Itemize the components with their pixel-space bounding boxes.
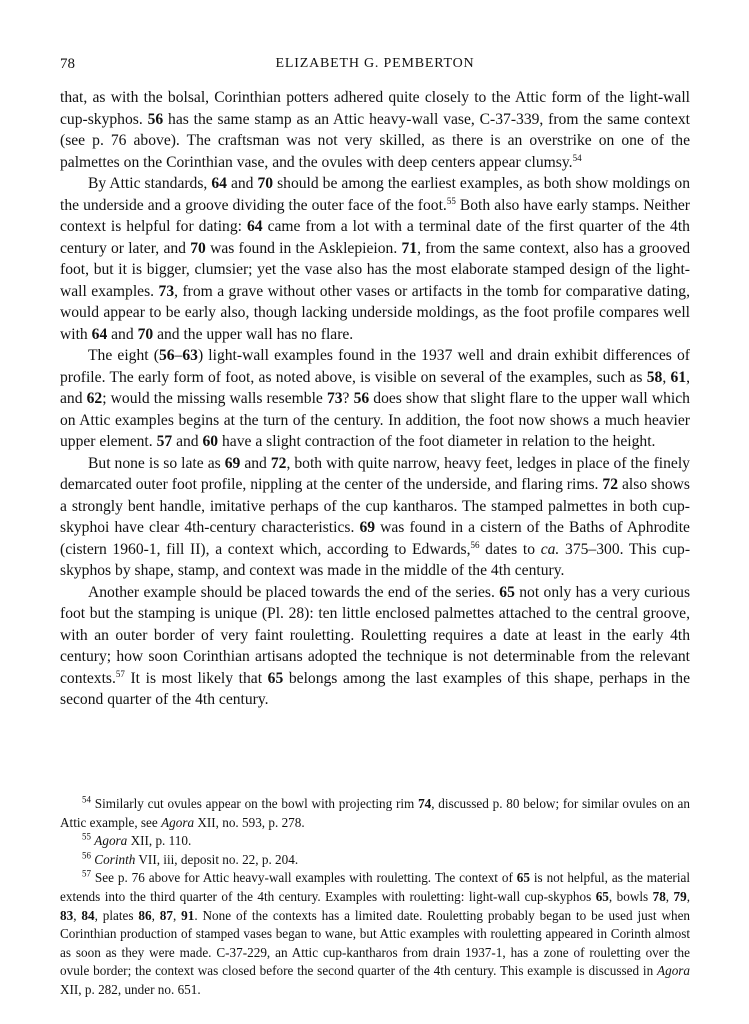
text: not only has a very curious foot but the stamping is unique (Pl. 28): ten little enclosed palmettes attached to the central groove, with an outer border of very faint rouletting. Rouletting requires a date at least in the early 4th century; how soon Corinthian artisans adopted the technique is not determinable from the relevant contexts. (60, 583, 691, 687)
text: dates to (485, 540, 536, 558)
page-number: 78 (60, 56, 75, 72)
text: Both also have early stamps. Neither context is helpful for dating: (60, 196, 691, 235)
footnote-number: 54 (82, 794, 91, 805)
text: XII, no. 593, p. 278. (197, 814, 305, 830)
text: , bowls (608, 888, 649, 904)
text: , both with quite narrow, heavy feet, ledges in place of the finely demarcated outer foot profile, nippling at the center of the underside, and flaring rims. (60, 454, 690, 493)
text: does show that slight flare to the upper wall which on Attic examples begins at the turn of the century. In addition, the foot now shows a much heavier upper element. (60, 390, 690, 450)
catalog-number: 78 (652, 888, 666, 904)
paragraph-5 (60, 582, 690, 711)
footnote-ref-54[interactable]: 54 (572, 152, 582, 163)
text: – (174, 347, 183, 364)
catalog-number: 87 (159, 907, 173, 923)
text: 375–300. This cup-skyphos by shape, stamp, and context was made in the middle of the 4th century. (60, 540, 691, 579)
text: , discussed p. 80 below; for similar ovules on an Attic example, see (60, 796, 690, 830)
catalog-number: 69 (359, 519, 376, 536)
catalog-number: 71 (401, 239, 418, 257)
text: The eight ( (88, 347, 159, 364)
page-header (60, 56, 690, 76)
catalog-number: 79 (673, 888, 687, 904)
catalog-number: 73 (326, 390, 343, 407)
paragraph-3 (60, 345, 690, 453)
text: was found in the Asklepieion. (210, 239, 398, 257)
text: have a slight contraction of the foot diameter in relation to the height. (222, 433, 656, 450)
catalog-number: 64 (91, 325, 108, 343)
text: , (686, 888, 691, 904)
catalog-number: 73 (158, 282, 175, 300)
text: , plates (94, 907, 134, 923)
catalog-number: 70 (137, 325, 154, 343)
text: and (111, 325, 134, 343)
footnote-55 (60, 832, 690, 851)
paragraph-4 (60, 453, 690, 582)
main-text (60, 87, 690, 711)
footnote-54 (60, 795, 690, 832)
text: , (662, 368, 667, 386)
text: Similarly cut ovules appear on the bowl with projecting rim (94, 796, 415, 811)
catalog-number: 74 (418, 796, 432, 811)
text: and (176, 433, 199, 450)
catalog-number: 65 (595, 888, 609, 904)
text: XII, p. 282, under no. 651. (60, 981, 201, 997)
catalog-number: 60 (202, 433, 219, 450)
text: ? (342, 390, 350, 407)
footnote-57 (60, 869, 690, 999)
text: , (665, 888, 670, 904)
catalog-number: 62 (86, 390, 103, 407)
text: But none is so late as (88, 454, 221, 472)
catalog-number: 63 (182, 347, 198, 364)
footnote-number: 57 (82, 868, 91, 879)
text: By Attic standards, (88, 175, 208, 192)
text: . None of the contexts has a limited date. Rouletting probably began to be used just when Corinthian production of stamped vases began to wane, but Attic examples with rouletting appeared in Corinth almost as soon as they were made. C-37-229, an Attic cup-kantharos from drain 1937-1, has a zone of rouletting over the ovule border; the context was closed before the second quarter of the 4th century. This example is discussed in (60, 907, 691, 979)
publication-title: Agora (94, 833, 128, 849)
catalog-number: 57 (156, 433, 173, 450)
text: should be among the earliest examples, as both show moldings on the underside and a groove dividing the outer face of the foot. (60, 175, 691, 214)
catalog-number: 56 (158, 347, 175, 364)
text: , (151, 907, 155, 923)
publication-title: Agora (657, 963, 691, 979)
catalog-number: 83 (60, 907, 74, 923)
footnotes (60, 795, 690, 1000)
text: It is most likely that (130, 669, 263, 687)
text: that, as with the bolsal, Corinthian potters adhered quite closely to the Attic form of the light-wall cup-skyphos. (60, 89, 690, 128)
footnote-number: 56 (82, 850, 91, 861)
catalog-number: 70 (257, 175, 274, 192)
catalog-number: 56 (147, 110, 164, 128)
text: has the same stamp as an Attic heavy-wall vase, C-37-339, from the same context (see p. 76 above). The craftsman was not very skilled, as there is an overstrike on one of the palmettes on the Corinthian vase, and the ovules with deep centers appear clumsy. (60, 110, 690, 171)
catalog-number: 64 (211, 175, 227, 192)
text: , (73, 907, 77, 923)
catalog-number: 72 (270, 454, 287, 472)
text: , from the same context, also has a grooved foot, but it is bigger, clumsier; yet the vase also has the most elaborate stamped design of the light-wall examples. (60, 239, 691, 300)
catalog-number: 65 (499, 583, 515, 601)
publication-title: Corinth (94, 851, 136, 867)
text: XII, p. 110. (130, 833, 192, 849)
text: See p. 76 above for Attic heavy-wall examples with rouletting. The context of (94, 870, 513, 886)
catalog-number: 69 (224, 454, 241, 472)
publication-title: Agora (161, 814, 195, 830)
catalog-number: 65 (516, 870, 530, 886)
catalog-number: 86 (138, 907, 152, 923)
footnote-ref-56[interactable]: 56 (470, 539, 480, 550)
paragraph-1 (60, 87, 690, 173)
catalog-number: 64 (246, 218, 263, 235)
catalog-number: 72 (602, 476, 618, 493)
catalog-number: 58 (646, 368, 663, 386)
catalog-number: 65 (267, 669, 284, 687)
catalog-number: 56 (353, 390, 370, 407)
abbreviation: ca. (540, 540, 560, 558)
footnote-ref-57[interactable]: 57 (115, 668, 125, 679)
catalog-number: 61 (670, 368, 687, 386)
text: and (244, 454, 267, 472)
text: and (230, 175, 254, 192)
catalog-number: 84 (81, 907, 95, 923)
text: and the upper wall has no flare. (157, 325, 354, 343)
footnote-ref-55[interactable]: 55 (446, 195, 456, 206)
paragraph-2 (60, 173, 690, 345)
text: , and (60, 368, 691, 407)
text: was found in a cistern of the Baths of Aphrodite (cistern 1960-1, fill II), a context which, according to Edwards, (60, 519, 690, 558)
text: , (172, 907, 177, 923)
text: VII, iii, deposit no. 22, p. 204. (138, 851, 299, 867)
text: also shows a strongly bent handle, imitative perhaps of the cup kantharos. The stamped palmettes in both cup-skyphoi have clear 4th-century characteristics. (60, 476, 690, 536)
catalog-number: 91 (181, 907, 195, 923)
running-head: ELIZABETH G. PEMBERTON (275, 56, 475, 71)
text: Another example should be placed towards the end of the series. (88, 583, 495, 601)
footnote-number: 55 (82, 831, 91, 842)
text: is not helpful, as the material extends into the third quarter of the 4th century. Examples with rouletting: light-wall cup-skyphos (60, 870, 690, 904)
text: ) light-wall examples found in the 1937 well and drain exhibit differences of profile. The early form of foot, as noted above, is visible on several of the examples, such as (60, 347, 691, 386)
text: came from a lot with a terminal date of the first quarter of the 4th century or later, and (60, 218, 690, 257)
text: , from a grave without other vases or artifacts in the tomb for comparative dating, would appear to be early also, though lacking underside moldings, as the foot profile compares well with (60, 282, 690, 343)
text: ; would the missing walls resemble (102, 390, 323, 407)
footnote-56 (60, 851, 690, 870)
text: belongs among the last examples of this shape, perhaps in the second quarter of the 4th century. (60, 669, 690, 708)
catalog-number: 70 (190, 239, 206, 257)
